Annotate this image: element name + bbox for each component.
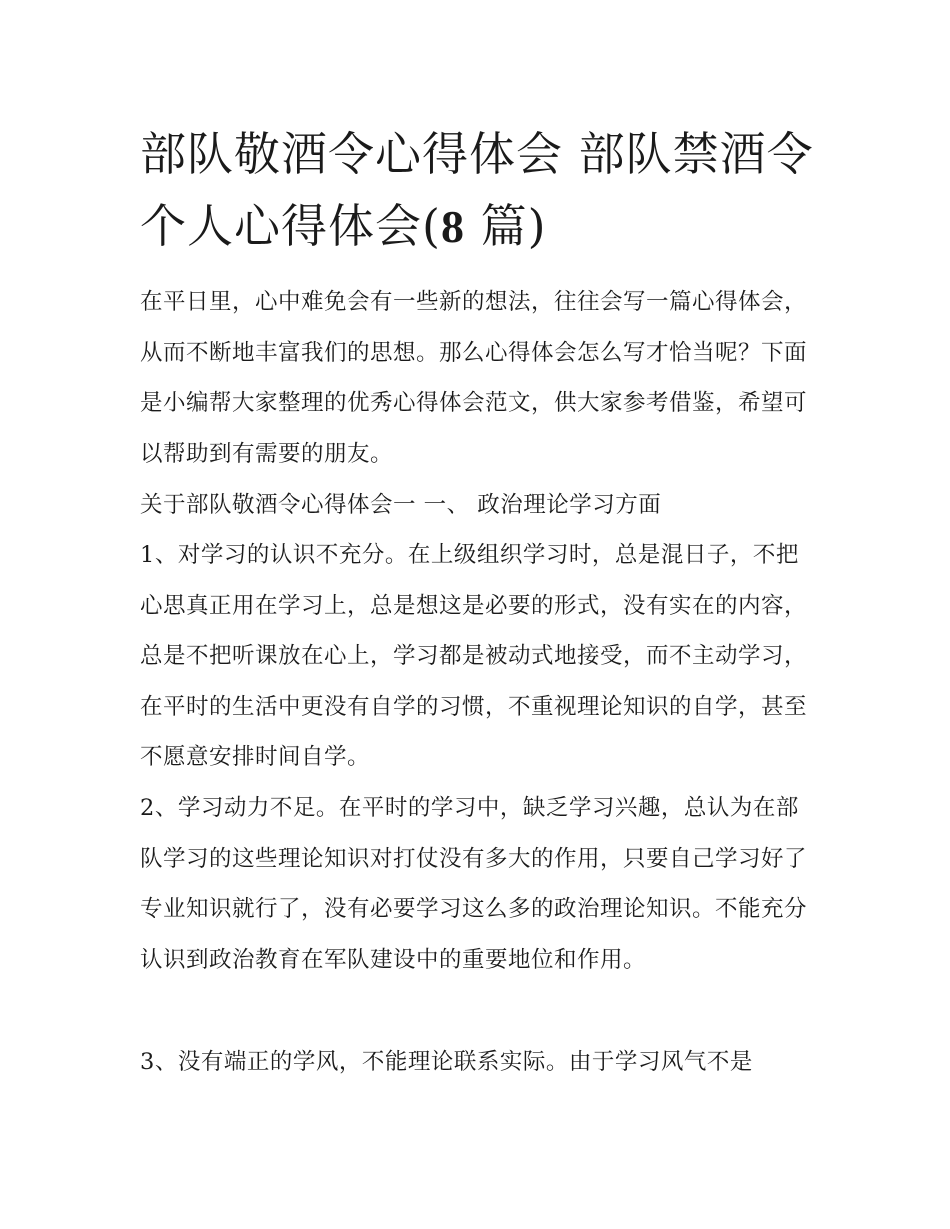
- title-text: 部队敬酒令心得体会 部队禁酒令个人心得体会(: [140, 127, 814, 253]
- section-heading: 关于部队敬酒令心得体会一 一、 政治理论学习方面: [140, 492, 662, 518]
- point-2-paragraph: 2、学习动力不足。在平时的学习中，缺乏学习兴趣，总认为在部队学习的这些理论知识对打仗没有多大的作用，只要自己学习好了专业知识就行了，没有必要学习这么多的政治理论知识。不能充分认识到政治教育在军队建设中的重要地位和作用。: [140, 795, 808, 973]
- document-title: [140, 118, 820, 263]
- intro-paragraph: 在平日里，心中难免会有一些新的想法，往往会写一篇心得体会，从而不断地丰富我们的思想。那么心得体会怎么写才恰当呢？下面是小编帮大家整理的优秀心得体会范文，供大家参考借鉴，希望可以帮助到有需要的朋友。: [140, 289, 808, 467]
- title-suffix: 篇): [464, 199, 547, 253]
- point-3-paragraph: 3、没有端正的学风，不能理论联系实际。由于学习风气不是: [140, 1049, 753, 1075]
- point-1-paragraph: 1、对学习的认识不充分。在上级组织学习时，总是混日子，不把心思真正用在学习上，总是想这是必要的形式，没有实在的内容，总是不把听课放在心上，学习都是被动式地接受，而不主动学习，在平时的生活中更没有自学的习惯，不重视理论知识的自学，甚至不愿意安排时间自学。: [140, 542, 808, 770]
- title-count: 8: [440, 201, 465, 252]
